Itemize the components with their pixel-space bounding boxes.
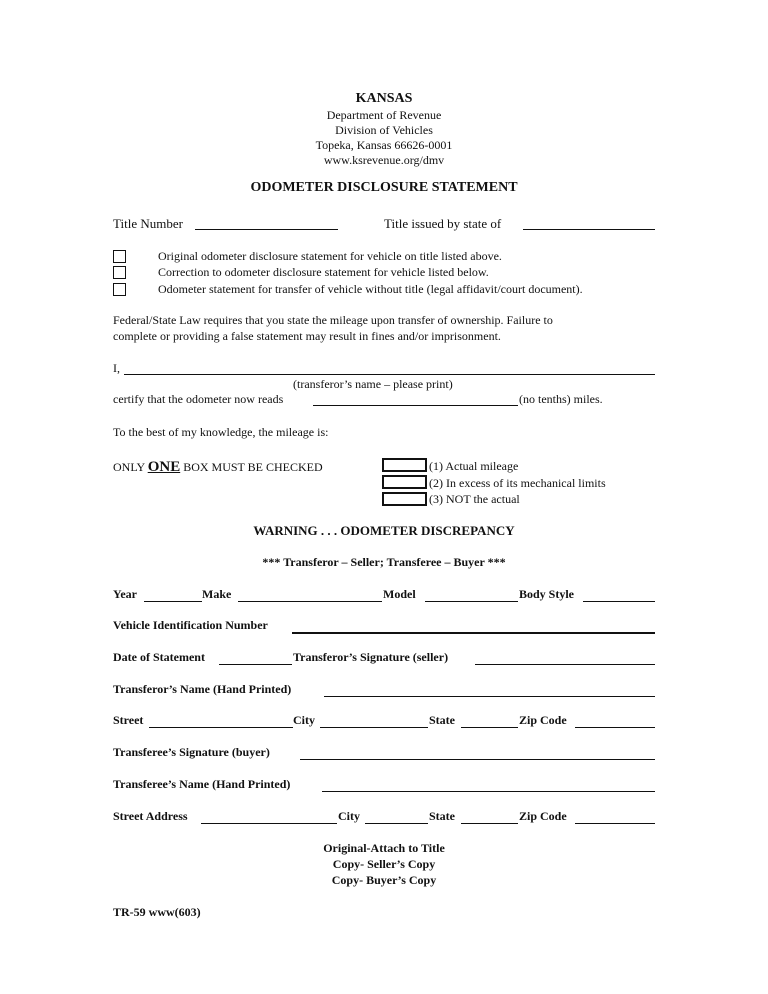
copy-buyer: Copy- Buyer’s Copy bbox=[331, 873, 437, 887]
zip-label-2: Zip Code bbox=[519, 809, 567, 823]
mileage-actual-label: (1) Actual mileage bbox=[429, 459, 519, 473]
warning-heading: WARNING . . . ODOMETER DISCREPANCY bbox=[253, 523, 515, 538]
checkbox-correction-label: Correction to odometer disclosure statement for vehicle listed below. bbox=[158, 265, 489, 279]
transferee-signature-label: Transferee’s Signature (buyer) bbox=[113, 745, 270, 759]
form-title: ODOMETER DISCLOSURE STATEMENT bbox=[250, 180, 518, 195]
copy-original: Original-Attach to Title bbox=[323, 841, 445, 855]
checkbox-no-title[interactable] bbox=[113, 283, 126, 296]
header-division: Division of Vehicles bbox=[335, 123, 433, 137]
zip-field-2[interactable] bbox=[575, 823, 655, 824]
date-field[interactable] bbox=[219, 664, 292, 665]
mileage-excess-box[interactable] bbox=[382, 475, 427, 489]
state-field[interactable] bbox=[461, 727, 518, 728]
city-label-2: City bbox=[338, 809, 360, 823]
transferor-name-field[interactable] bbox=[324, 696, 655, 697]
transferee-name-label: Transferee’s Name (Hand Printed) bbox=[113, 777, 291, 791]
zip-label: Zip Code bbox=[519, 713, 567, 727]
law-text-line2: complete or providing a false statement may result in fines and/or imprisonment. bbox=[113, 329, 501, 343]
law-text-line1: Federal/State Law requires that you state the mileage upon transfer of ownership. Failure to bbox=[113, 313, 553, 327]
street-address-label: Street Address bbox=[113, 809, 188, 823]
certify-text: certify that the odometer now reads bbox=[113, 392, 284, 406]
year-label: Year bbox=[113, 587, 137, 601]
make-field[interactable] bbox=[238, 601, 382, 602]
checkbox-correction[interactable] bbox=[113, 266, 126, 279]
year-field[interactable] bbox=[144, 601, 202, 602]
checkbox-original[interactable] bbox=[113, 250, 126, 263]
only-suffix: BOX MUST BE CHECKED bbox=[183, 460, 323, 474]
transferor-name-print-field[interactable] bbox=[124, 374, 655, 375]
state-label: State bbox=[429, 713, 455, 727]
header-state: KANSAS bbox=[355, 91, 413, 106]
body-style-label: Body Style bbox=[519, 587, 575, 601]
transferor-signature-field[interactable] bbox=[475, 664, 655, 665]
mileage-excess-label: (2) In excess of its mechanical limits bbox=[429, 476, 606, 490]
only-one-instruction bbox=[113, 459, 323, 476]
date-label: Date of Statement bbox=[113, 650, 205, 664]
street-field[interactable] bbox=[149, 727, 293, 728]
title-number-field[interactable] bbox=[195, 229, 338, 230]
copy-seller: Copy- Seller’s Copy bbox=[332, 857, 436, 871]
street-address-field[interactable] bbox=[201, 823, 337, 824]
transferor-signature-label: Transferor’s Signature (seller) bbox=[293, 650, 449, 664]
transferor-note: *** Transferor – Seller; Transferee – Buyer *** bbox=[262, 555, 506, 569]
vin-label: Vehicle Identification Number bbox=[113, 618, 268, 632]
miles-text: (no tenths) miles. bbox=[519, 392, 603, 406]
checkbox-no-title-label: Odometer statement for transfer of vehicle without title (legal affidavit/court document). bbox=[158, 282, 583, 296]
city-field-2[interactable] bbox=[365, 823, 428, 824]
state-field-2[interactable] bbox=[461, 823, 518, 824]
make-label: Make bbox=[202, 587, 232, 601]
title-number-label: Title Number bbox=[113, 216, 183, 231]
city-field[interactable] bbox=[320, 727, 428, 728]
mileage-actual-box[interactable] bbox=[382, 458, 427, 472]
transferee-name-field[interactable] bbox=[322, 791, 655, 792]
odometer-reading-field[interactable] bbox=[313, 405, 518, 406]
only-prefix: ONLY bbox=[113, 460, 145, 474]
state-label-2: State bbox=[429, 809, 455, 823]
only-one-emphasis: ONE bbox=[147, 459, 181, 475]
transferee-signature-field[interactable] bbox=[300, 759, 655, 760]
i-label: I, bbox=[113, 361, 120, 375]
header-department: Department of Revenue bbox=[326, 108, 442, 122]
model-field[interactable] bbox=[425, 601, 518, 602]
header-website: www.ksrevenue.org/dmv bbox=[323, 153, 445, 167]
mileage-not-actual-label: (3) NOT the actual bbox=[429, 492, 520, 506]
title-state-label: Title issued by state of bbox=[384, 216, 502, 231]
city-label: City bbox=[293, 713, 315, 727]
vin-field[interactable] bbox=[292, 632, 655, 634]
body-style-field[interactable] bbox=[583, 601, 655, 602]
knowledge-text: To the best of my knowledge, the mileage is: bbox=[113, 425, 329, 439]
checkbox-original-label: Original odometer disclosure statement for vehicle on title listed above. bbox=[158, 249, 502, 263]
zip-field[interactable] bbox=[575, 727, 655, 728]
model-label: Model bbox=[383, 587, 416, 601]
form-number: TR-59 www(603) bbox=[113, 905, 201, 919]
transferor-name-caption: (transferor’s name – please print) bbox=[293, 377, 453, 391]
header-address: Topeka, Kansas 66626-0001 bbox=[315, 138, 453, 152]
mileage-not-actual-box[interactable] bbox=[382, 492, 427, 506]
transferor-name-label: Transferor’s Name (Hand Printed) bbox=[113, 682, 292, 696]
title-state-field[interactable] bbox=[523, 229, 655, 230]
street-label: Street bbox=[113, 713, 144, 727]
